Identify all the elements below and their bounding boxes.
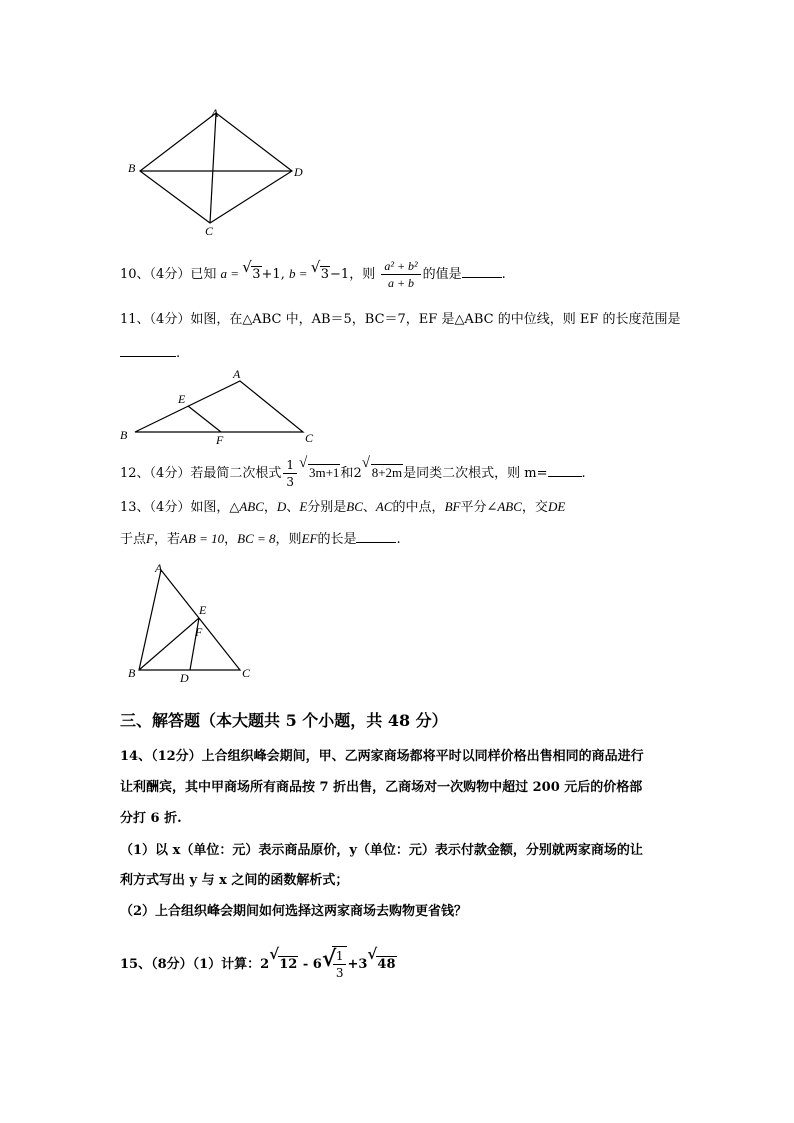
fig3-label-d: D [180, 671, 189, 685]
question-12: 12、（4分）若最简二次根式 $\frac{1}{3}$ √ 3m+1和2 √ 8+2m是同类二次根式，则 m= . [120, 455, 586, 489]
question-14-line1: 14、（12分）上合组织峰会期间，甲、乙两家商场都将平时以同样价格出售相同的商品进行 [120, 749, 644, 764]
fig1-label-c: C [205, 224, 214, 238]
sqrt-8-plus-2m: √ 8+2m [361, 455, 403, 480]
fig2-label-e: E [178, 392, 186, 406]
fig3-label-e: E [199, 603, 207, 617]
fig3-label-f: F [195, 625, 203, 639]
sqrt-48: √ 48 [367, 945, 396, 972]
question-11-line2: . [120, 342, 180, 364]
question-14-part2: （2）上合组织峰会期间如何选择这两家商场去购物更省钱？ [120, 904, 468, 919]
question-15: 15、（8分）（1）计算：2 √ 12 - 6 √ $\frac{1}{3}$ +3 √ 48 [120, 946, 397, 982]
question-13-line1: 13、（4分）如图，△ABC，D、E分别是BC、AC的中点，BF平分∠ABC，交DE [120, 499, 566, 515]
question-14-part1: （1）以 x（单位：元）表示商品原价，y（单位：元）表示付款金额，分别就两家商场的让 [120, 843, 643, 858]
fig3-label-b: B [128, 666, 136, 680]
question-14-part1-cont: 利方式写出 y 与 x 之间的函数解析式； [120, 873, 349, 888]
fig3-label-a: A [155, 561, 163, 575]
section-3-heading: 三、解答题（本大题共 5 个小题，共 48 分） [120, 711, 448, 730]
question-10: 10、（4分）已知 a = √ 3+1, b = √ 3−1，则 $\frac{\text{a² + b²}}{a + b}$ 的值是 . [120, 258, 506, 290]
fraction-one-third: $\frac{1}{3}$ [283, 457, 297, 490]
sqrt-3-b: √ 3 [310, 258, 330, 282]
answer-blank-13[interactable] [356, 528, 396, 543]
answer-blank-11[interactable] [120, 342, 176, 357]
answer-blank-12[interactable] [548, 462, 582, 477]
fraction-a2b2-over-ab: $\frac{\text{a² + b²}}{a + b}$ [381, 258, 420, 291]
triangle-midline-figure [115, 366, 330, 448]
rhombus-figure [120, 105, 320, 240]
answer-blank-10[interactable] [462, 263, 502, 278]
fig2-label-c: C [305, 431, 314, 445]
fig2-label-f: F [216, 433, 224, 447]
fig1-label-d: D [294, 165, 303, 179]
fig2-label-b: B [120, 428, 128, 442]
question-13-line2: 于点F，若AB = 10，BC = 8，则EF的长是 . [120, 528, 401, 550]
triangle-bisector-figure [120, 560, 260, 686]
fig1-label-b: B [128, 161, 136, 175]
question-14-line2: 让利酬宾，其中甲商场所有商品按 7 折出售，乙商场对一次购物中超过 200 元后的价格部 [120, 780, 643, 795]
sqrt-3m-plus-1: √ 3m+1 [298, 455, 340, 480]
fig3-label-c: C [242, 666, 251, 680]
sqrt-12: √ 12 [269, 945, 298, 972]
question-11-line1: 11、（4分）如图，在△ABC 中，AB＝5，BC＝7，EF 是△ABC 的中位线，则 EF 的长度范围是 [120, 312, 681, 327]
sqrt-one-third: √ $\frac{1}{3}$ [322, 946, 348, 983]
fig1-label-a: A [211, 106, 219, 120]
sqrt-3-a: √ 3 [242, 258, 261, 282]
question-14-line3: 分打 6 折. [120, 811, 182, 826]
fig2-label-a: A [233, 367, 241, 381]
